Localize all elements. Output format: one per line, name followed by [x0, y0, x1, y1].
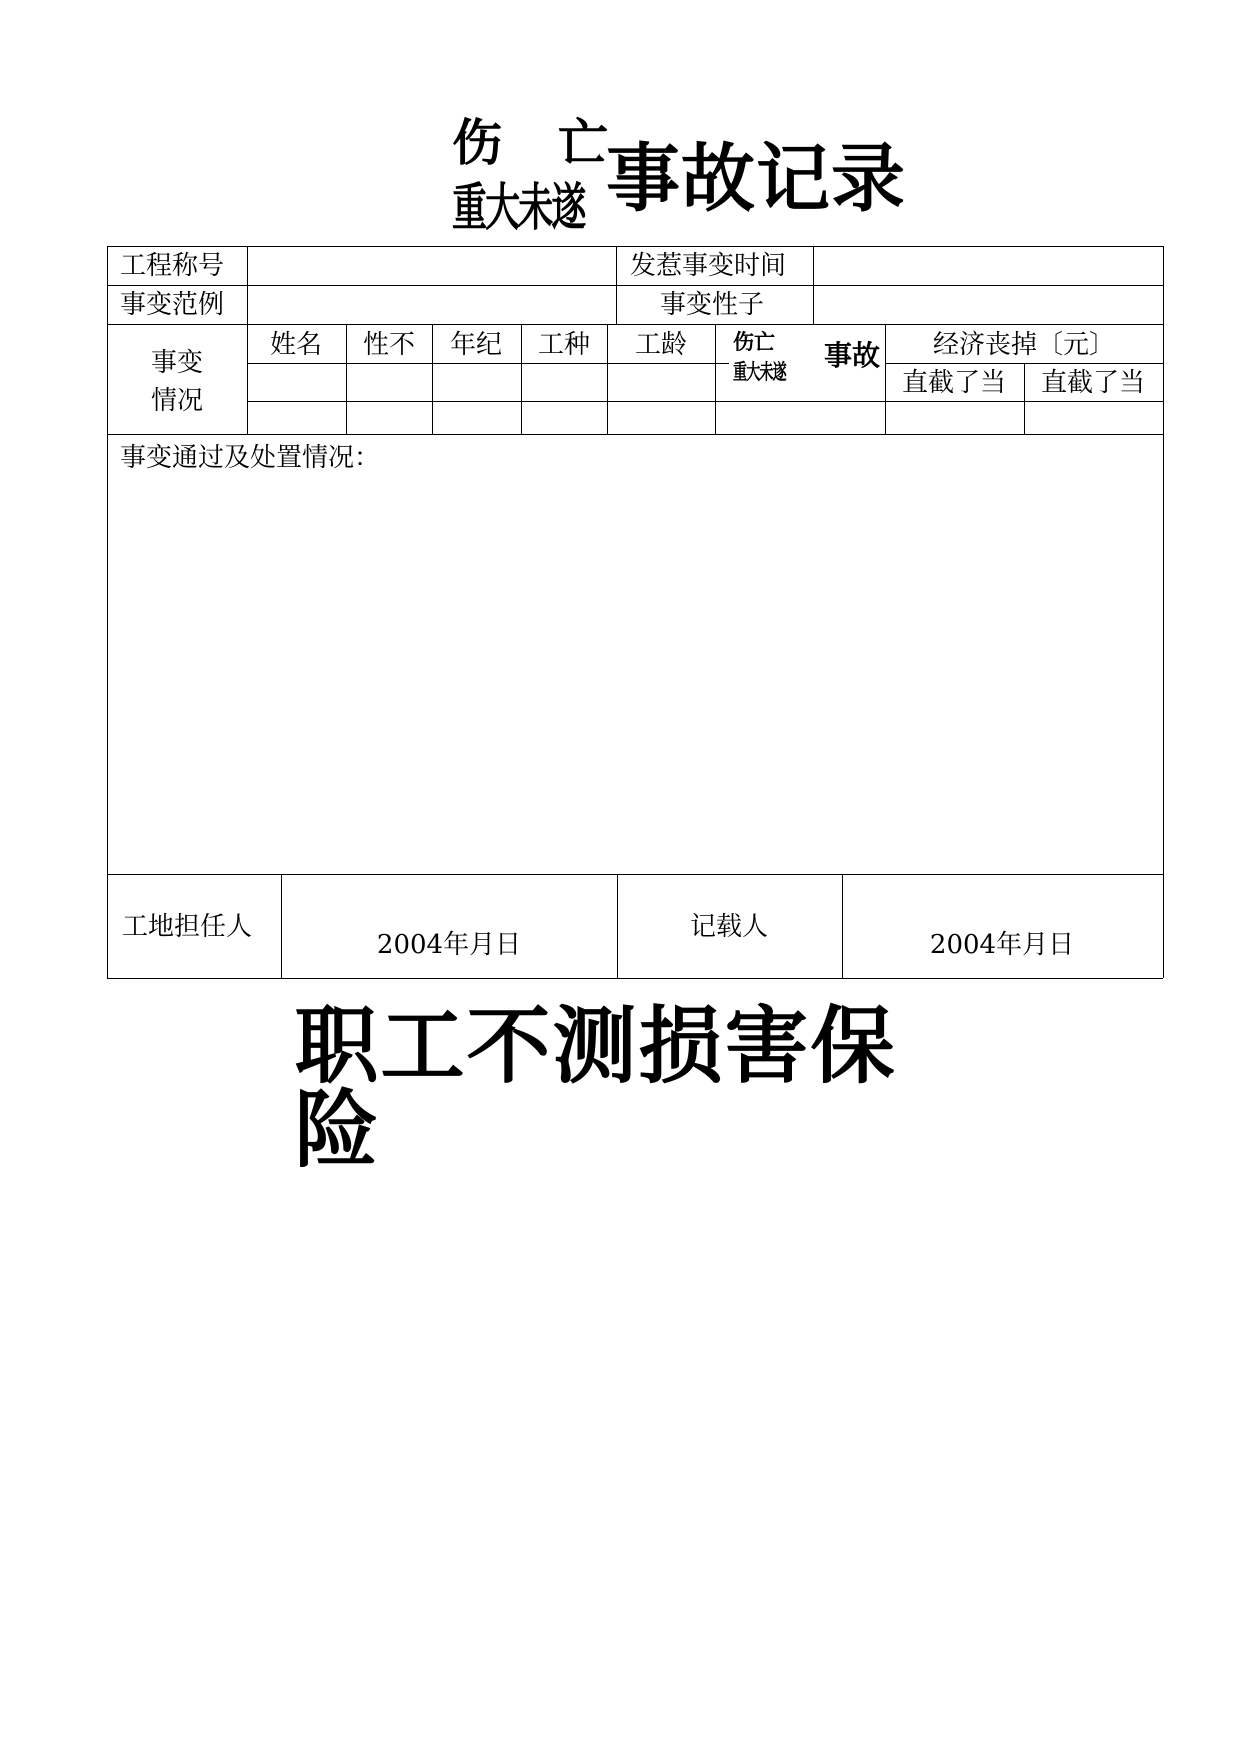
- scope-label: 事变范例: [120, 290, 225, 320]
- col-gender: 性不: [362, 330, 416, 360]
- title-stack-bottom: 重大未遂: [452, 177, 585, 238]
- project-name-field[interactable]: [260, 253, 610, 279]
- col-stack-top-left: 伤: [733, 330, 754, 354]
- title-stack-top-right: 亡: [558, 114, 608, 172]
- col-economic-loss: 经济丧掉〔元〕: [932, 330, 1116, 360]
- title-stack: [452, 112, 608, 242]
- col-stack-bottom: 重大未遂: [733, 359, 786, 385]
- col-direct-loss: 直截了当: [901, 368, 1007, 398]
- col-stack-top-right: 亡: [754, 330, 775, 354]
- occur-time-field[interactable]: [826, 253, 1156, 279]
- col-age: 年纪: [449, 330, 503, 360]
- recorder-label: 记载人: [689, 912, 769, 942]
- process-label: 事变通过及处置情况：: [120, 443, 381, 473]
- occur-time-label: 发惹事变时间: [630, 251, 787, 281]
- situation-label-line2: 情况: [150, 386, 204, 416]
- nature-label: 事变性子: [660, 290, 765, 320]
- title-stack-top-left: 伤: [452, 114, 502, 172]
- site-manager-label: 工地担任人: [122, 912, 253, 942]
- nature-field[interactable]: [826, 292, 1156, 318]
- insurance-title: 职工不测损害保险: [294, 997, 897, 1179]
- col-job: 工种: [537, 330, 591, 360]
- col-name: 姓名: [269, 330, 323, 360]
- situation-label-line1: 事变: [150, 348, 204, 378]
- col-accident: 事故: [824, 339, 881, 372]
- recorder-date[interactable]: 2004年月日: [929, 930, 1075, 960]
- scope-field[interactable]: [260, 292, 610, 318]
- process-description-area[interactable]: [112, 480, 1158, 870]
- col-casualty-stack: [733, 332, 813, 392]
- site-manager-date[interactable]: 2004年月日: [376, 930, 522, 960]
- col-seniority: 工龄: [634, 330, 688, 360]
- project-name-label: 工程称号: [120, 251, 225, 281]
- col-indirect-loss: 直截了当: [1040, 368, 1146, 398]
- page-title: 事故记录: [606, 136, 906, 222]
